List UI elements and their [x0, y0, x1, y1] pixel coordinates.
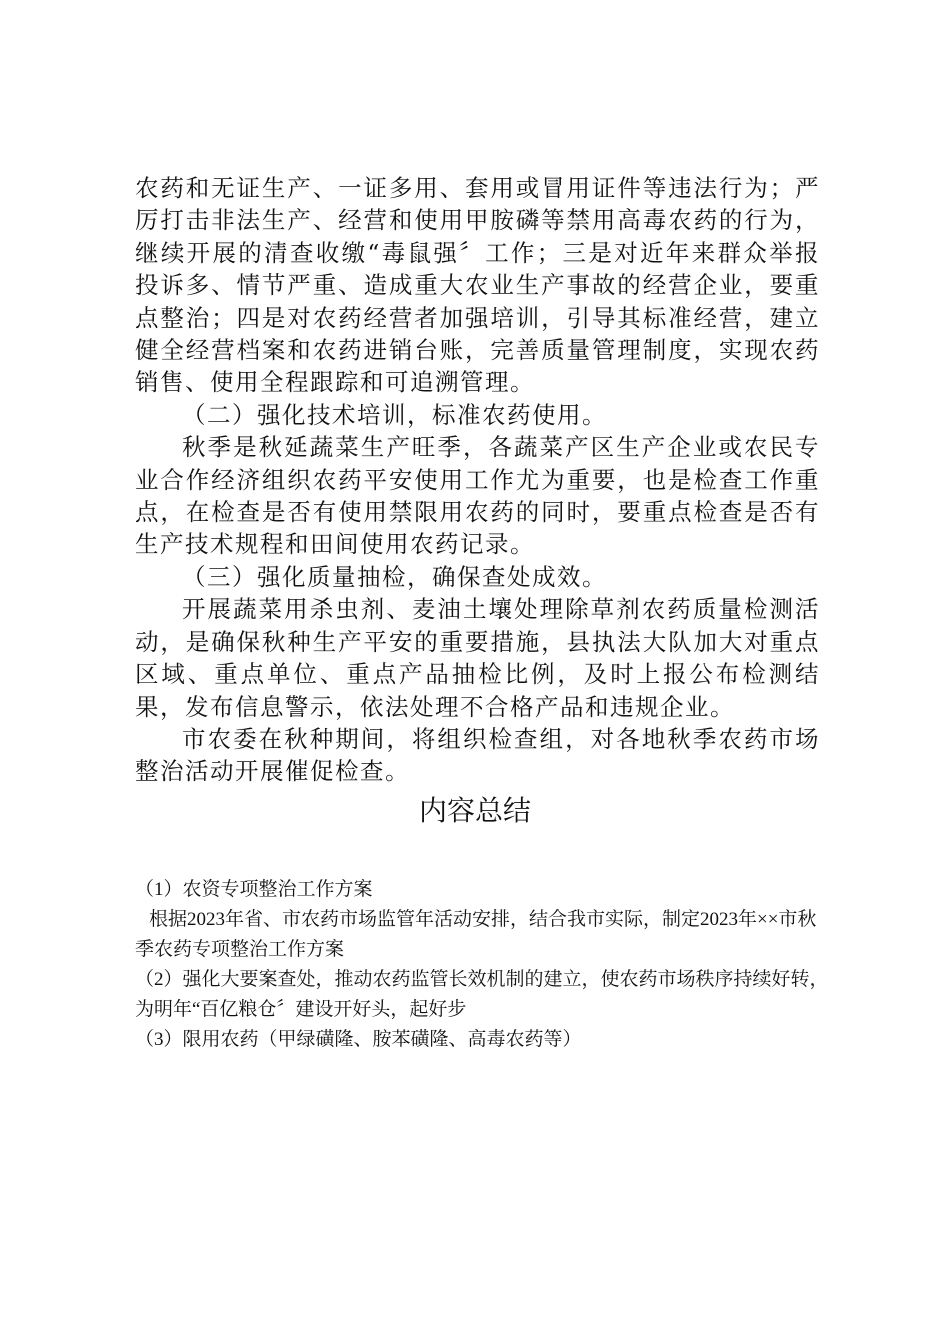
summary-list — [135, 875, 835, 1055]
summary-title: 内容总结 — [418, 796, 531, 827]
summary-item: 根据2023年省、市农药市场监管年活动安排，结合我市实际，制定2023年××市秋季农药专项整治工作方案 — [135, 909, 817, 960]
summary-item: （1）农资专项整治工作方案 — [135, 879, 373, 900]
section-heading-2: （二）强化技术培训，标准农药使用。 — [182, 400, 607, 429]
body-paragraph: 农药和无证生产、一证多用、套用或冒用证件等违法行为；严厉打击非法生产、经营和使用甲胺磷等禁用高毒农药的行为，继续开展的清查收缴“毒鼠强〞工作；三是对近年来群众举报投诉多、情节严重、造成重大农业生产事故的经营企业，要重点整治；四是对农药经营者加强培训，引导其标准经营，建立健全经营档案和农药进销台账，完善质量管理制度，实现农药销售、使用全程跟踪和可追溯管理。 — [135, 174, 820, 397]
body-paragraph: 秋季是秋延蔬菜生产旺季，各蔬菜产区生产企业或农民专业合作经济组织农药平安使用工作尤为重要，也是检查工作重点，在检查是否有使用禁限用农药的同时，要重点检查是否有生产技术规程和田间使用农药记录。 — [135, 433, 820, 559]
body-paragraph: 开展蔬菜用杀虫剂、麦油土壤处理除草剂农药质量检测活动，是确保秋种生产平安的重要措施，县执法大队加大对重点区域、重点单位、重点产品抽检比例，及时上报公布检测结果，发布信息警示，依法处理不合格产品和违规企业。 — [135, 595, 820, 721]
document-body — [135, 172, 820, 788]
body-paragraph: 市农委在秋种期间，将组织检查组，对各地秋季农药市场整治活动开展催促检查。 — [135, 724, 820, 786]
summary-item: （2）强化大要案查处，推动农药监管长效机制的建立，使农药市场秩序持续好转，为明年“百亿粮仓〞建设开好头，起好步 — [135, 969, 829, 1020]
summary-item: （3）限用农药（甲绿磺隆、胺苯磺隆、高毒农药等） — [135, 1029, 582, 1050]
section-heading-3: （三）强化质量抽检，确保查处成效。 — [182, 562, 607, 591]
